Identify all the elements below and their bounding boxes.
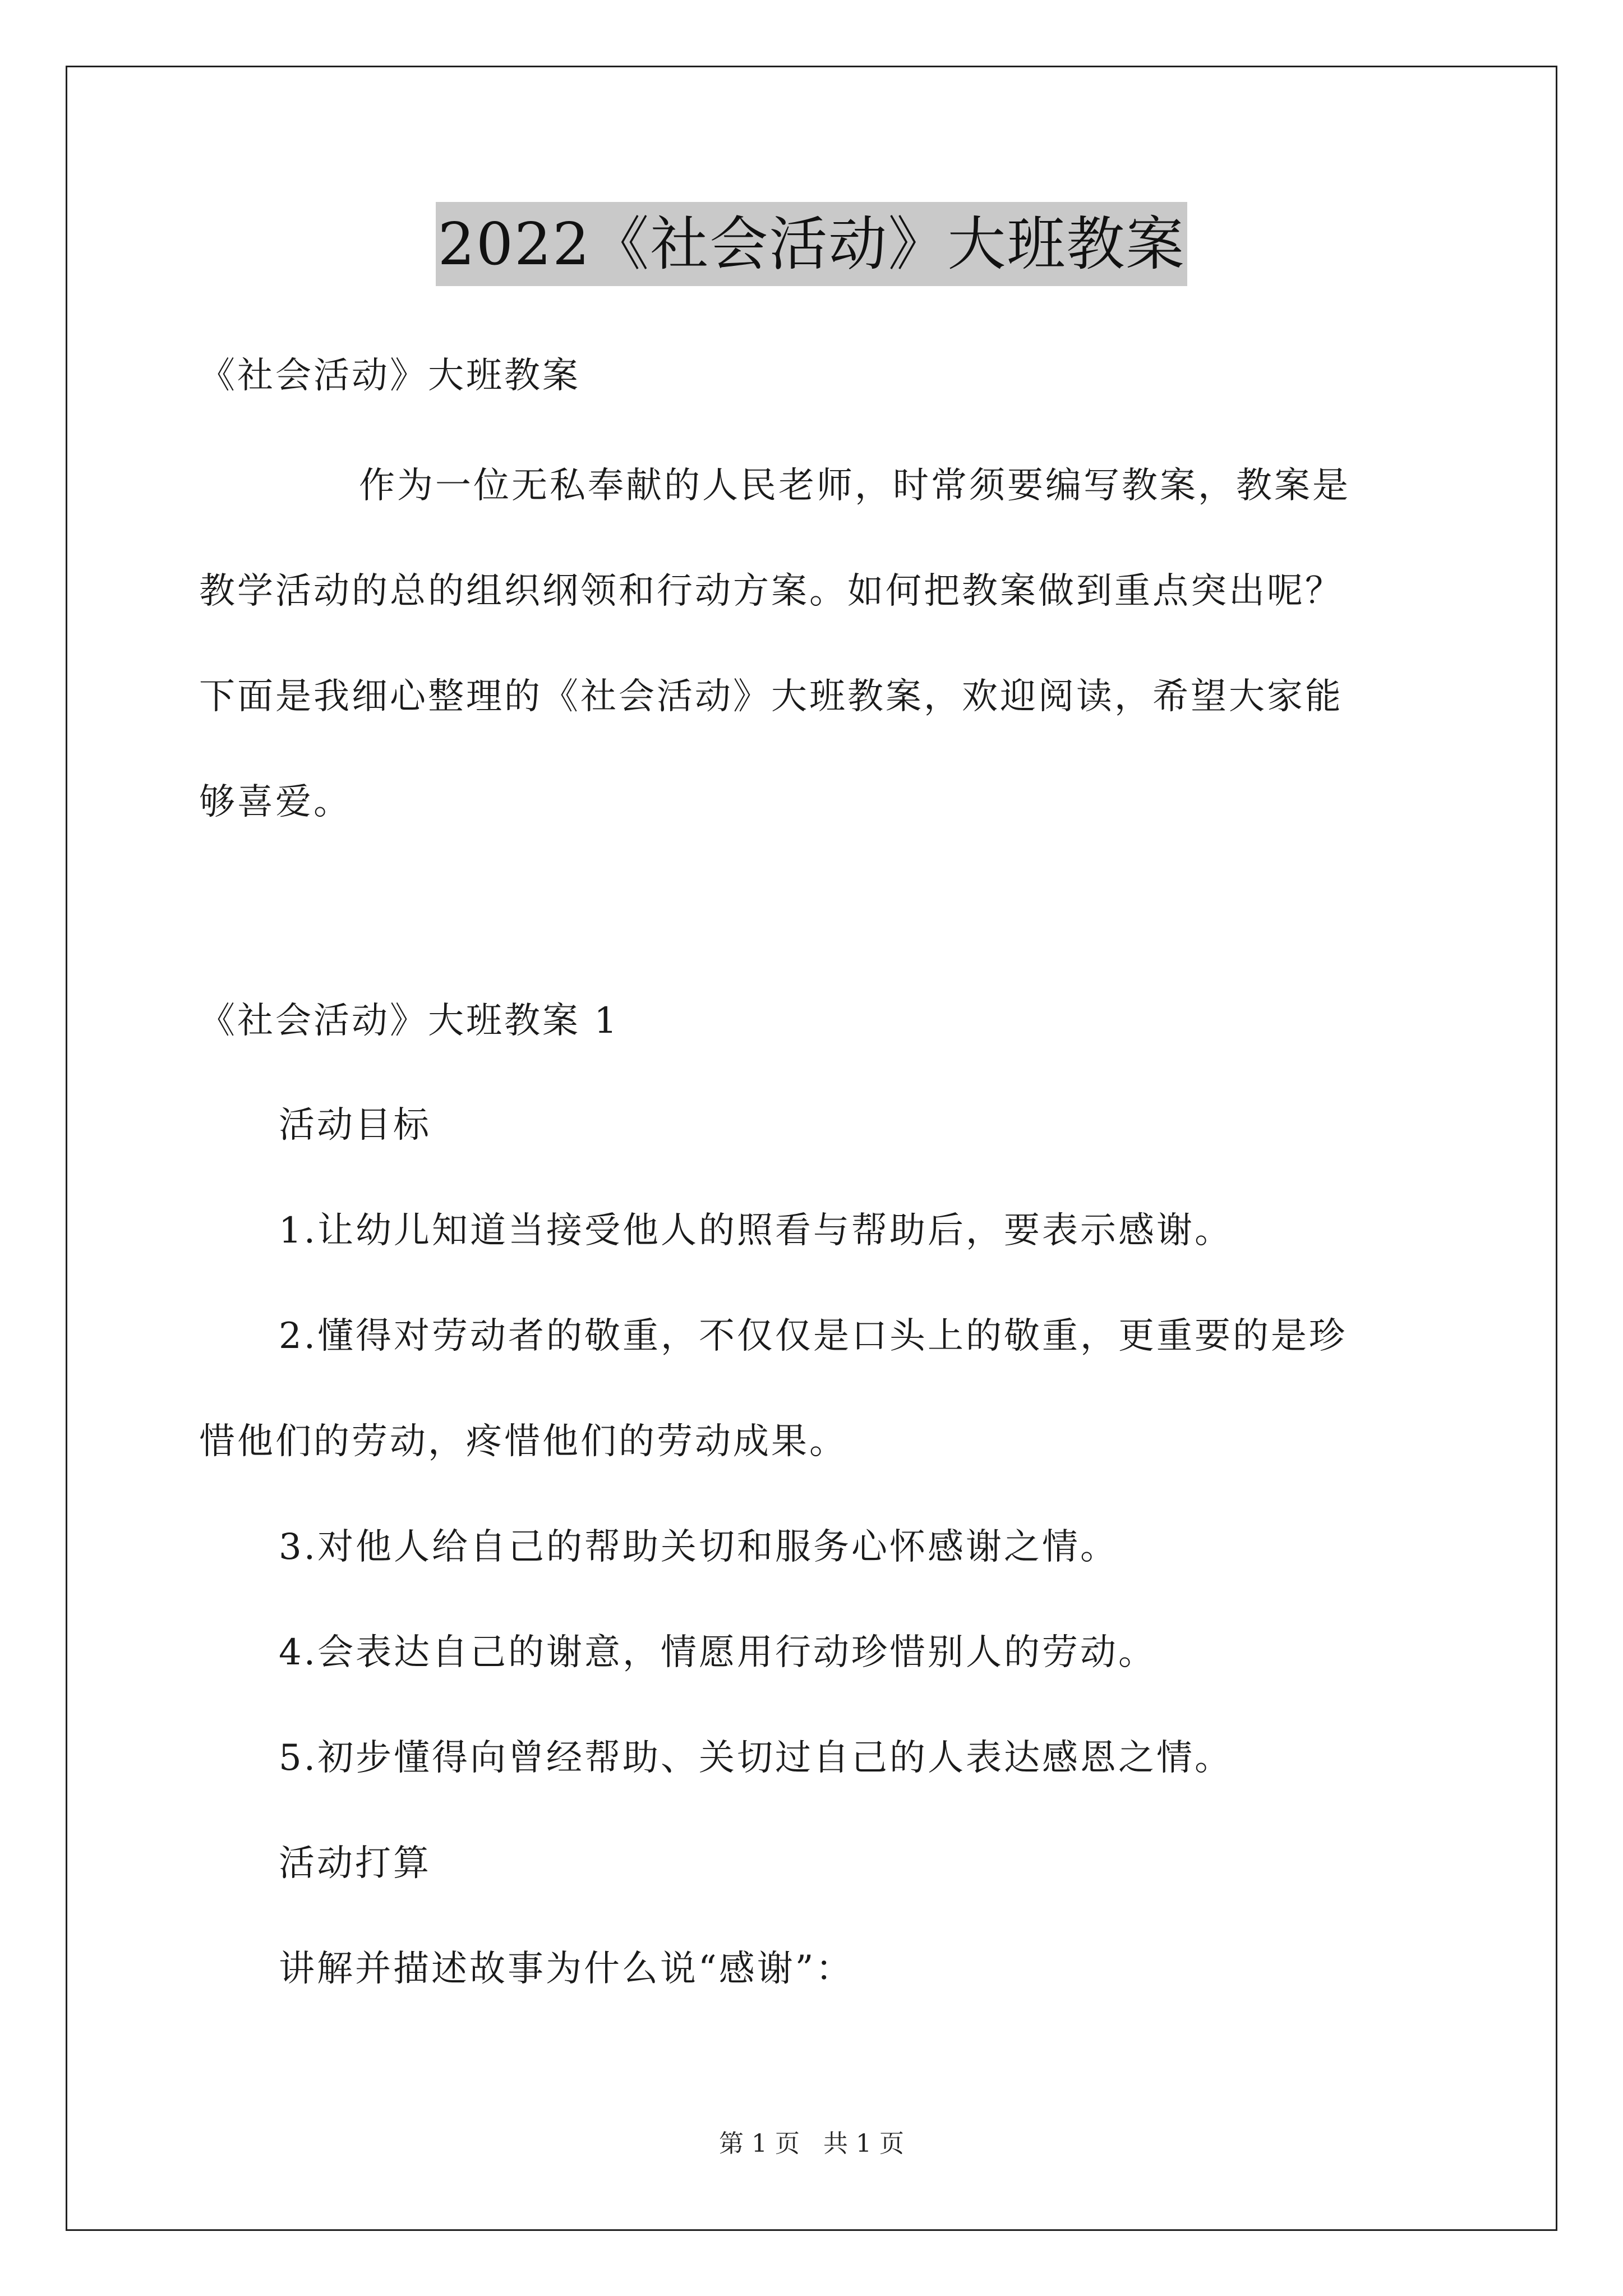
- goal-item-1: 1.让幼儿知道当接受他人的照看与帮助后，要表示感谢。: [279, 1210, 1233, 1251]
- goal-item-3: 3.对他人给自己的帮助关切和服务心怀感谢之情。: [279, 1526, 1119, 1568]
- prep-heading: 活动打算: [279, 1843, 431, 1884]
- intro-line-3: 下面是我细心整理的《社会活动》大班教案，欢迎阅读，希望大家能: [199, 676, 1343, 717]
- intro-line-1: 作为一位无私奉献的人民老师，时常须要编写教案，教案是: [359, 465, 1350, 507]
- goal-item-2: 2.懂得对劳动者的敬重，不仅仅是口头上的敬重，更重要的是珍: [279, 1315, 1348, 1357]
- section-title: 《社会活动》大班教案 1: [199, 1000, 620, 1042]
- prep-text: 讲解并描述故事为什么说“感谢”：: [279, 1948, 854, 1990]
- goal-item-5: 5.初步懂得向曾经帮助、关切过自己的人表达感恩之情。: [279, 1737, 1233, 1779]
- intro-line-2: 教学活动的总的组织纲领和行动方案。如何把教案做到重点突出呢？: [199, 570, 1343, 612]
- title-container: [0, 202, 1623, 286]
- goals-heading: 活动目标: [279, 1105, 431, 1146]
- page-footer: 第 1 页 共 1 页: [719, 2129, 904, 2158]
- goal-item-2-continued: 惜他们的劳动，疼惜他们的劳动成果。: [199, 1421, 847, 1462]
- intro-line-4: 够喜爱。: [199, 781, 352, 823]
- document-title: 2022《社会活动》大班教案: [436, 202, 1188, 286]
- document-subtitle: 《社会活动》大班教案: [199, 355, 580, 397]
- goal-item-4: 4.会表达自己的谢意，情愿用行动珍惜别人的劳动。: [279, 1632, 1157, 1673]
